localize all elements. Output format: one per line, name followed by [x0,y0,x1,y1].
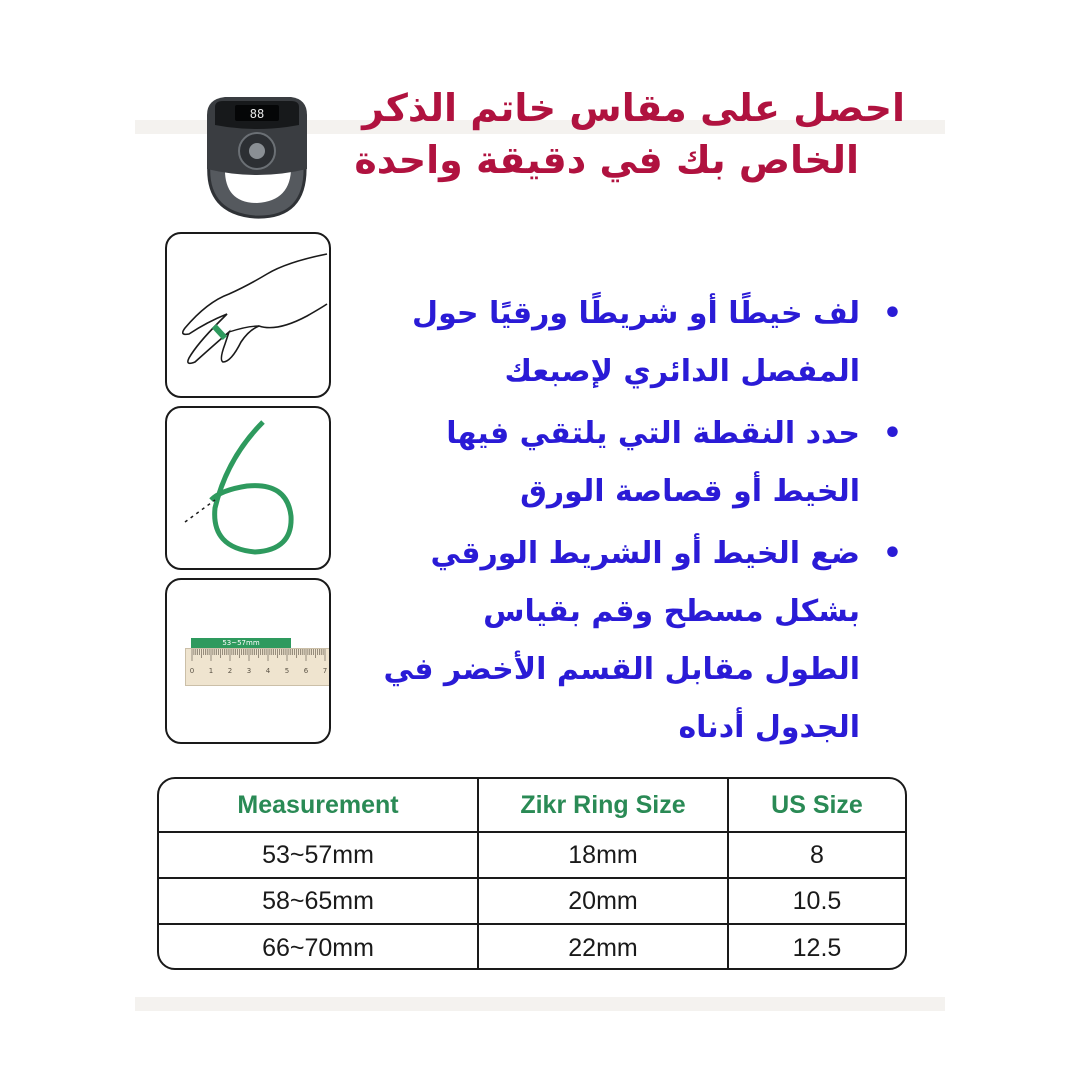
table-row [159,833,905,879]
hand-with-thread-icon [167,234,329,396]
ruler-number: 1 [208,667,214,675]
ruler-number: 2 [227,667,233,675]
cell-measurement: 66~70mm [159,925,479,970]
ruler-number: 5 [284,667,290,675]
ring-counter-display: 88 [249,107,265,121]
instruction-item [380,285,900,401]
instruction-item [380,405,900,521]
bullet-dot: • [882,536,902,571]
step-3-illustration [165,578,331,744]
ruler-number: 4 [265,667,271,675]
bullet-dot: • [882,296,902,331]
page-title [345,82,905,186]
ruler-number: 0 [189,667,195,675]
table-row [159,879,905,925]
table-row [159,925,905,970]
step-2-illustration [165,406,331,570]
cell-ring-size: 20mm [479,879,729,923]
cell-us-size: 10.5 [792,886,842,915]
cell-ring-size: 18mm [479,833,729,877]
instruction-text: لف خيطًا أو شريطًا ورقيًا حول المفصل الدائري لإصبعك [412,296,860,389]
zikr-ring-image [195,85,320,225]
instruction-text: ضع الخيط أو الشريط الورقي بشكل مسطح وقم بقياس الطول مقابل القسم الأخضر في الجدول أدناه [383,536,860,745]
header-zikr-ring-size: Zikr Ring Size [479,779,729,831]
green-strip: 53~57mm [191,638,291,648]
ruler-number: 7 [322,667,328,675]
bullet-dot: • [882,416,902,451]
size-table [157,777,907,970]
cell-ring-size: 22mm [479,925,729,970]
ruler-icon [185,648,331,686]
title-line-2: الخاص بك في دقيقة واحدة [354,138,859,182]
table-header-row [159,779,905,833]
instruction-item [380,525,900,757]
bottom-band [135,997,945,1011]
header-us-size: US Size [771,790,863,819]
cell-measurement: 53~57mm [159,833,479,877]
ruler-number: 3 [246,667,252,675]
ruler-number: 6 [303,667,309,675]
cell-measurement: 58~65mm [159,879,479,923]
header-measurement: Measurement [159,779,479,831]
instruction-text: حدد النقطة التي يلتقي فيها الخيط أو قصاصة الورق [446,416,860,509]
cell-us-size: 12.5 [792,933,842,962]
step-1-illustration [165,232,331,398]
cell-us-size: 8 [810,840,824,869]
title-line-1: احصل على مقاس خاتم الذكر [362,86,905,130]
instructions-list [380,285,900,757]
thread-loop-icon [167,408,329,568]
